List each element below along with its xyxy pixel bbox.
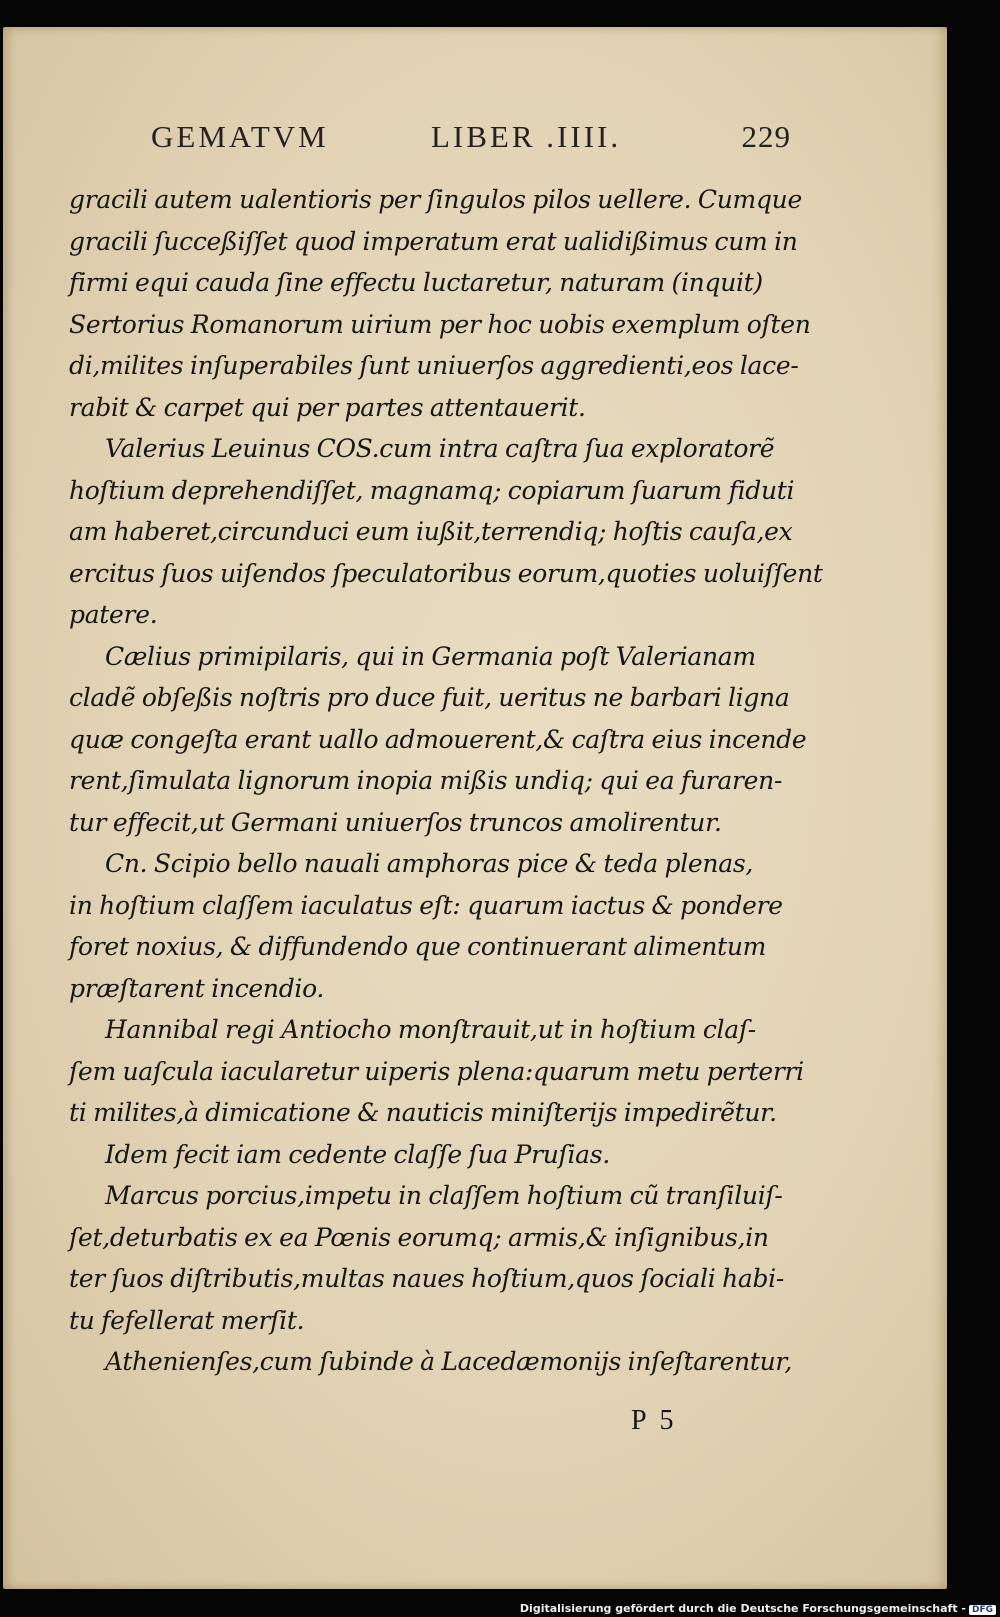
text-line: præſtarent incendio. <box>69 973 325 1003</box>
text-line: rabit & carpet qui per partes attentauerit. <box>69 392 586 422</box>
text-line: quæ congeſta erant uallo admouerent,& caſtra eius incende <box>69 724 807 754</box>
header-title: GEMATVM <box>151 119 329 154</box>
text-line: tur effecit,ut Germani uniuerſos truncos amolirentur. <box>69 807 722 837</box>
text-line: patere. <box>69 600 158 629</box>
page-number: 229 <box>741 119 791 154</box>
text-line: foret noxius, & diffundendo que continuerant alimentum <box>69 932 767 961</box>
text-line: in hoſtium claſſem iaculatus eſt: quarum iactus & pondere <box>69 890 783 920</box>
header-book: LIBER .IIII. <box>431 119 622 154</box>
text-line: rent,ſimulata lignorum inopia mißis undiq; qui ea furaren- <box>69 766 783 795</box>
text-line: Sertorius Romanorum uirium per hoc uobis exemplum oſten <box>69 309 811 339</box>
running-header <box>151 119 791 167</box>
text-line: Cælius primipilaris, qui in Germania poſt Valerianam <box>105 641 756 671</box>
text-line: tu fefellerat merſit. <box>69 1305 305 1335</box>
text-line: ter ſuos diſtributis,multas naues hoſtium,quos ſociali habi- <box>69 1264 785 1293</box>
text-line: Valerius Leuinus COS.cum intra caſtra ſua exploratorẽ <box>105 434 775 463</box>
text-line: Hannibal regi Antiocho monſtrauit,ut in hoſtium claſ- <box>105 1015 756 1044</box>
text-line: am haberet,circunduci eum iußit,terrendiq; hoſtis cauſa,ex <box>69 517 793 546</box>
signature-mark: P 5 <box>631 1405 674 1436</box>
text-line: ſem uaſcula iacularetur uiperis plena:quarum metu perterri <box>69 1056 804 1086</box>
text-line: Marcus porcius,impetu in claſſem hoſtium cũ tranſiluiſ- <box>105 1181 783 1210</box>
digitization-credit <box>520 1602 996 1615</box>
text-line: firmi equi cauda ſine effectu luctaretur, naturam (inquit) <box>69 268 763 297</box>
text-line: cladẽ obſeßis noſtris pro duce fuit, ueritus ne barbari ligna <box>69 683 790 712</box>
text-line: di,milites inſuperabiles ſunt uniuerſos aggredienti,eos lace- <box>69 351 799 380</box>
text-line: hoſtium deprehendiſſet, magnamq; copiarum ſuarum fiduti <box>69 475 795 505</box>
text-line: Idem fecit iam cedente claſſe ſua Pruſias. <box>105 1139 610 1169</box>
credit-text: Digitalisierung gefördert durch die Deutsche Forschungsgemeinschaft - <box>519 1602 966 1615</box>
text-line: Athenienſes,cum ſubinde à Lacedæmonijs inſeſtarentur, <box>105 1347 792 1376</box>
text-line: ercitus ſuos uiſendos ſpeculatoribus eorum,quoties uoluiſſent <box>69 558 823 588</box>
book-page <box>3 27 947 1589</box>
text-line: gracili autem ualentioris per ſingulos pilos uellere. Cumque <box>69 185 802 214</box>
text-line: ti milites,à dimicatione & nauticis miniſterijs impedirẽtur. <box>69 1098 777 1127</box>
text-line: ſet,deturbatis ex ea Pœnis eorumq; armis,& inſignibus,in <box>69 1222 769 1252</box>
text-line: Cn. Scipio bello nauali amphoras pice & teda plenas, <box>105 849 753 878</box>
text-line: gracili ſucceßiſſet quod imperatum erat ualidißimus cum in <box>69 226 798 256</box>
body-text <box>69 179 823 1383</box>
dfg-logo: DFG <box>969 1605 996 1615</box>
